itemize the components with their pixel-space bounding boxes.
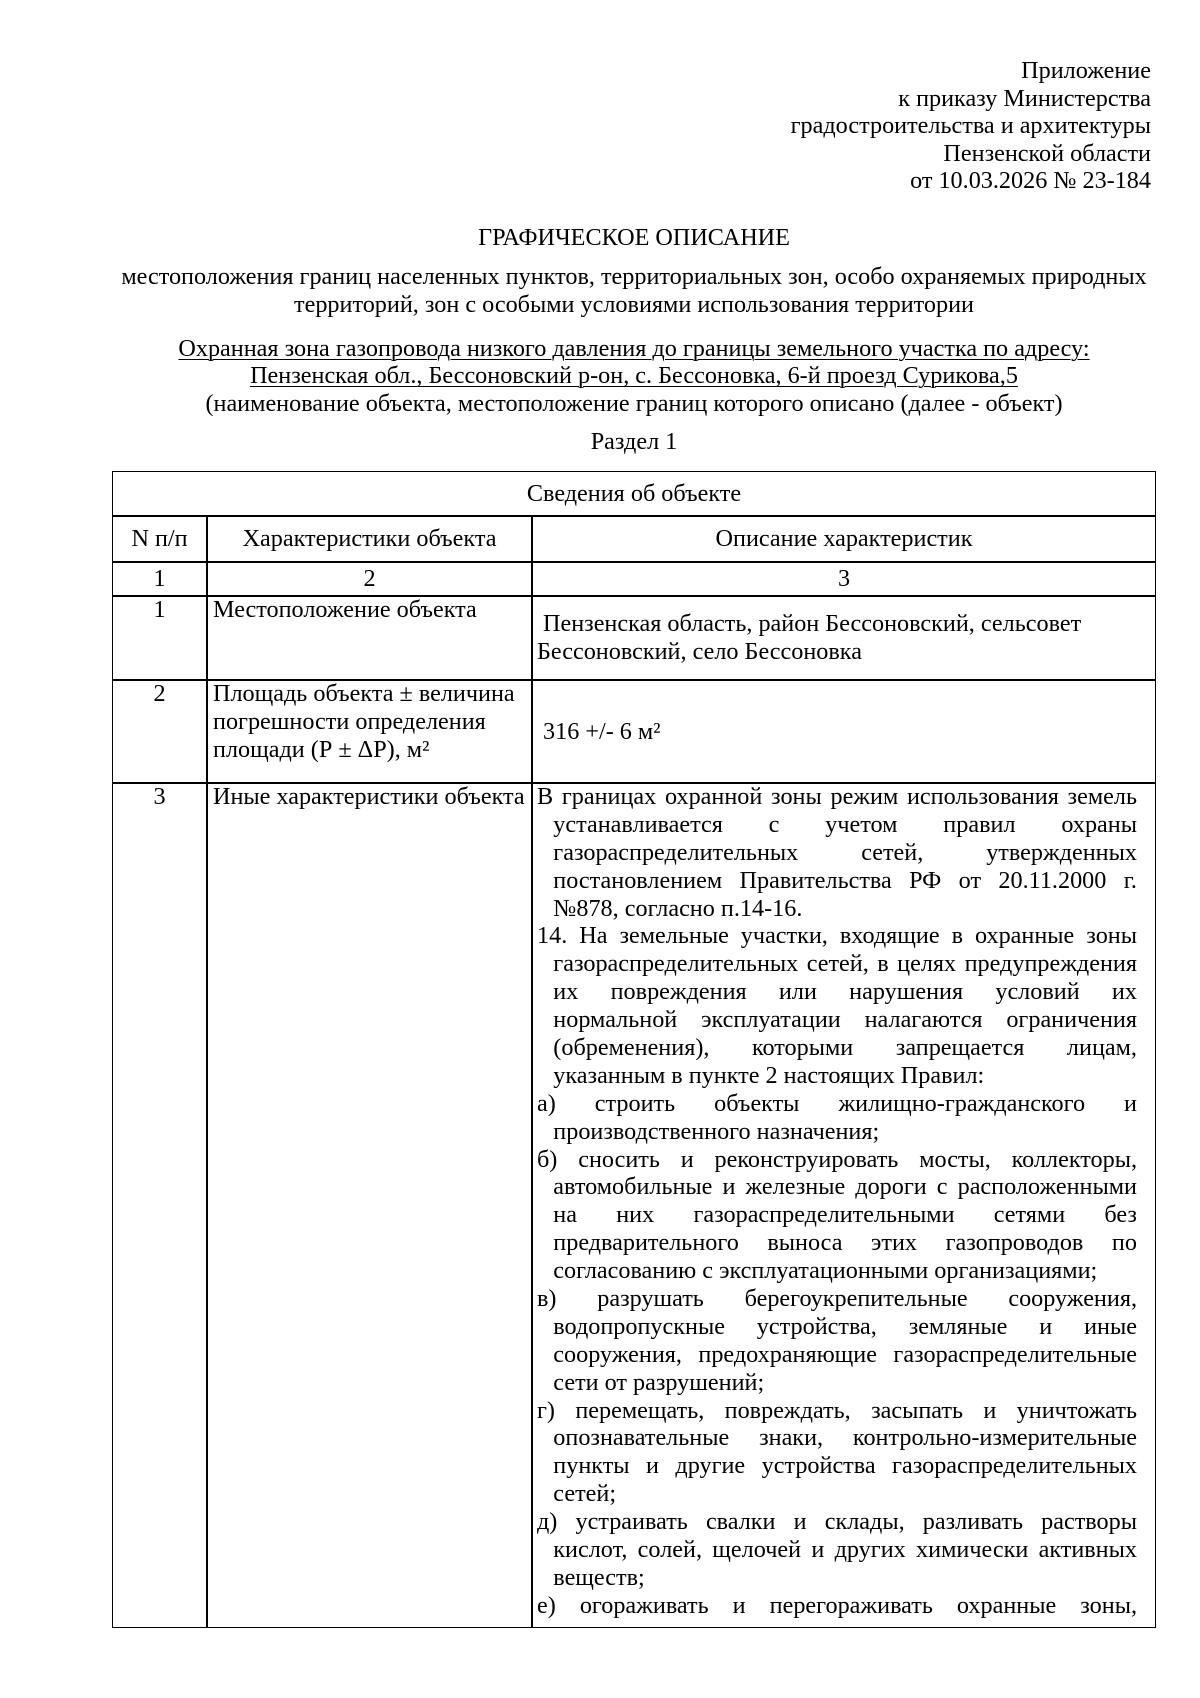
header-number: N п/п <box>131 525 188 553</box>
paragraph-line: б) сносить и реконструировать мосты, коллекторы, <box>537 1145 1137 1173</box>
column-number: 3 <box>837 565 851 593</box>
paragraph-line: сети от разрушений; <box>553 1368 765 1396</box>
appendix-line: градостроительства и архитектуры <box>790 112 1151 140</box>
paragraph-line: нормальной эксплуатации налагаются ограничения <box>553 1006 1137 1034</box>
row-value-line: Бессоновский, село Бессоновка <box>537 638 862 665</box>
value-paragraph <box>537 783 1137 922</box>
column-number: 2 <box>363 565 376 593</box>
paragraph-line: указанным в пункте 2 настоящих Правил: <box>553 1061 985 1089</box>
row-label-line: Местоположение объекта <box>213 596 477 623</box>
object-description <box>112 335 1156 417</box>
paragraph-line: их повреждения или нарушения условий их <box>553 978 1137 1006</box>
paragraph-line: согласованию с эксплуатационными организациями; <box>553 1257 1098 1285</box>
appendix-date-number: от 10.03.2026 № 23-184 <box>910 167 1151 195</box>
paragraph-line: на них газораспределительными сетями без <box>553 1201 1137 1229</box>
paragraph-line: опознавательные знаки, контрольно-измерительные <box>553 1424 1137 1452</box>
value-paragraph <box>537 922 1137 1089</box>
section-label: Раздел 1 <box>590 428 678 455</box>
paragraph-line: пункты и другие устройства газораспределительных <box>553 1452 1137 1480</box>
paragraph-line: газораспределительных сетей, утвержденных <box>553 838 1137 866</box>
subtitle-line: местоположения границ населенных пунктов, территориальных зон, особо охраняемых природных <box>121 263 1147 290</box>
paragraph-line: веществ; <box>553 1563 645 1591</box>
paragraph-line: г) перемещать, повреждать, засыпать и уничтожать <box>537 1396 1137 1424</box>
value-list-item <box>537 1285 1137 1397</box>
paragraph-line: газораспределительных сетей, в целях предупреждения <box>553 950 1137 978</box>
row-value <box>532 596 1156 680</box>
value-list-item <box>537 1090 1137 1146</box>
value-list-item <box>537 1397 1137 1509</box>
appendix-line: Приложение <box>1021 57 1151 84</box>
document-title: ГРАФИЧЕСКОЕ ОПИСАНИЕ <box>478 224 790 251</box>
row-label-line: площади (Р ± ΔР), м² <box>213 735 430 763</box>
paragraph-line: 14. На земельные участки, входящие в охранные зоны <box>537 922 1137 950</box>
paragraph-line: водопропускные устройства, земляные и иные <box>553 1312 1137 1340</box>
row-value-text <box>537 783 1137 1620</box>
paragraph-line: а) строить объекты жилищно-гражданского и <box>537 1089 1137 1117</box>
paragraph-line: (обременения), которыми запрещается лицам, <box>553 1034 1137 1062</box>
paragraph-line: устанавливается с учетом правил охраны <box>553 810 1137 838</box>
row-label <box>213 596 532 624</box>
value-list-item <box>537 1592 1137 1620</box>
row-label <box>213 783 532 811</box>
paragraph-line: сетей; <box>553 1480 617 1508</box>
appendix-header <box>791 57 1151 195</box>
paragraph-line: е) огораживать и перегораживать охранные зоны, <box>537 1591 1137 1619</box>
paragraph-line: В границах охранной зоны режим использования земель <box>537 783 1137 810</box>
table-caption: Сведения об объекте <box>526 479 742 507</box>
appendix-line: Пензенской области <box>943 139 1151 167</box>
header-description: Описание характеристик <box>715 525 973 553</box>
row-label-line: Иные характеристики объекта <box>213 783 525 810</box>
header-characteristics: Характеристики объекта <box>242 525 497 553</box>
document-subtitle <box>112 263 1156 319</box>
paragraph-line: постановлением Правительства РФ от 20.11.2000 г. <box>553 866 1137 894</box>
paragraph-line: в) разрушать берегоукрепительные сооружения, <box>537 1285 1137 1313</box>
paragraph-line: производственного назначения; <box>553 1117 880 1145</box>
row-label <box>213 680 532 764</box>
paragraph-line: кислот, солей, щелочей и других химически активных <box>553 1536 1137 1564</box>
row-number: 2 <box>153 680 166 707</box>
object-name-caption: (наименование объекта, местоположение границ которого описано (далее - объект) <box>205 389 1063 417</box>
column-number: 1 <box>153 565 166 593</box>
subtitle-line: территорий, зон с особыми условиями использования территории <box>294 291 974 318</box>
row-value <box>532 680 1156 783</box>
row-label-line: Площадь объекта ± величина <box>213 680 515 707</box>
object-info-table <box>112 471 1156 1628</box>
object-address-line: Пензенская обл., Бессоновский р-он, с. Бессоновка, 6-й проезд Сурикова,5 <box>250 362 1018 390</box>
row-value-line: Пензенская область, район Бессоновский, сельсовет <box>543 610 1082 638</box>
row-number: 3 <box>153 783 166 810</box>
paragraph-line: предварительного выноса этих газопроводов по <box>553 1229 1137 1257</box>
paragraph-line: №878, согласно п.14-16. <box>553 894 803 922</box>
appendix-line: к приказу Министерства <box>898 84 1151 112</box>
value-list-item <box>537 1146 1137 1285</box>
row-number: 1 <box>153 596 166 623</box>
paragraph-line: д) устраивать свалки и склады, разливать растворы <box>537 1508 1137 1536</box>
paragraph-line: сооружения, предохраняющие газораспределительные <box>553 1340 1137 1368</box>
value-list-item <box>537 1508 1137 1592</box>
paragraph-line: автомобильные и железные дороги с расположенными <box>553 1173 1137 1201</box>
area-value: 316 +/- 6 м² <box>543 717 661 745</box>
object-name-line: Охранная зона газопровода низкого давления до границы земельного участка по адресу: <box>178 335 1090 362</box>
row-label-line: погрешности определения <box>213 707 486 735</box>
